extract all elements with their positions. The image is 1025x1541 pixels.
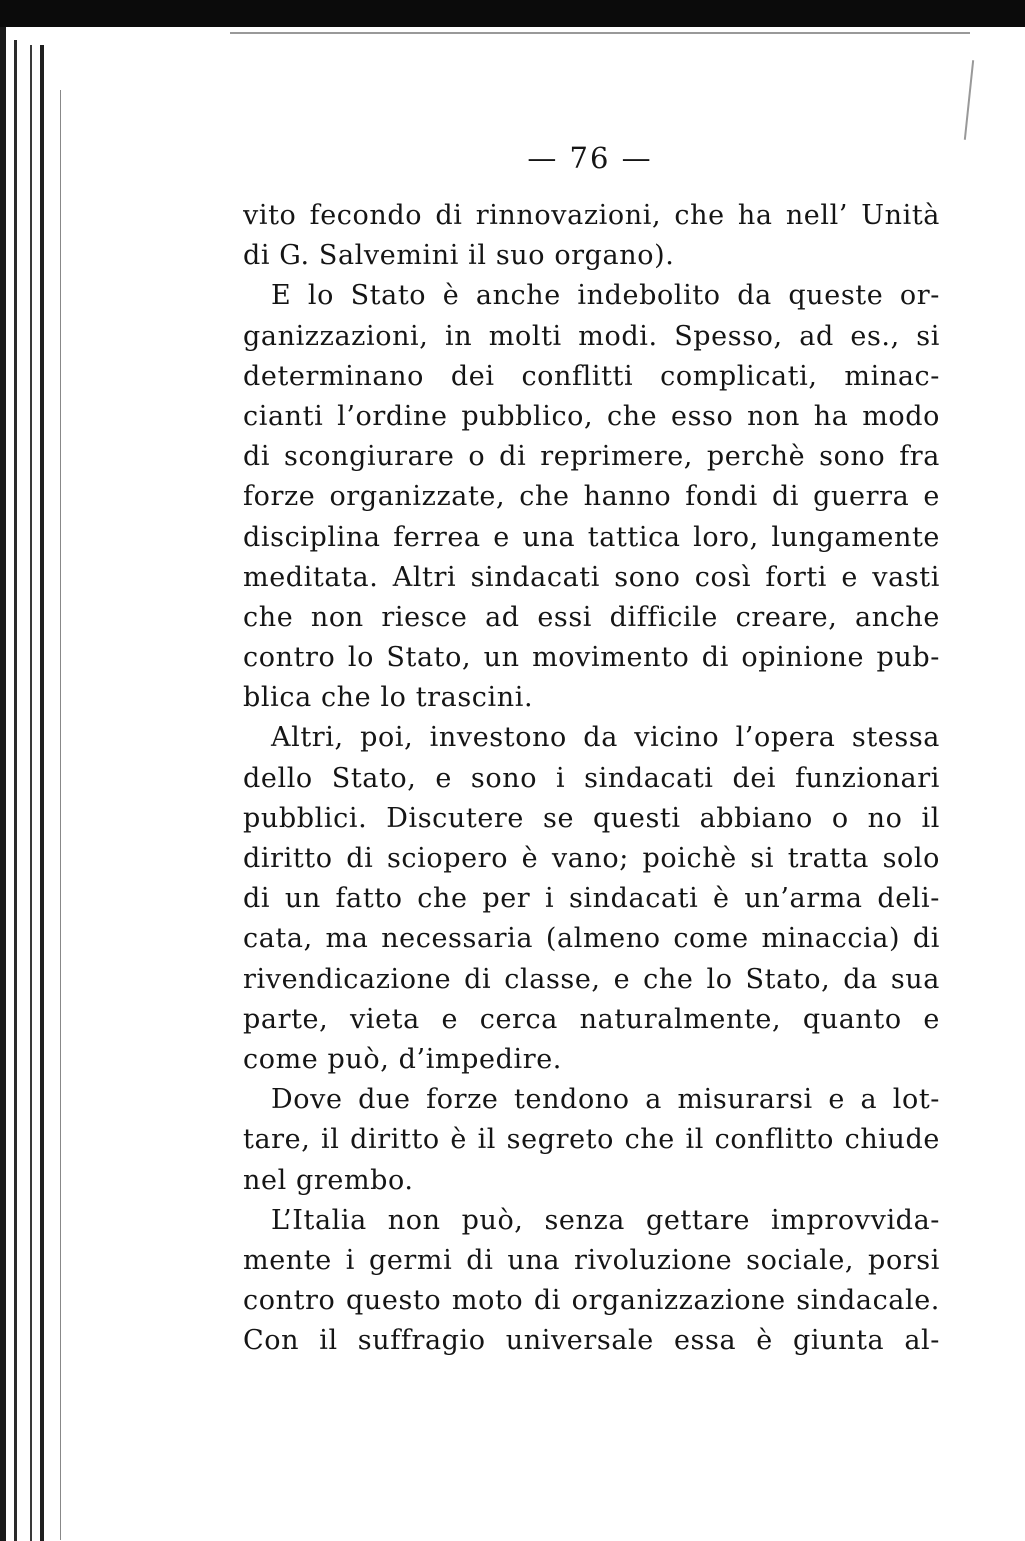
text-line: rivendicazione di classe, e che lo Stato, da sua: [243, 963, 940, 995]
scan-top-border: [0, 0, 1025, 27]
text-line: vito fecondo di rinnovazioni, che ha nell’ Unità: [243, 200, 940, 231]
text-line: cata, ma necessaria (almeno come minaccia) di: [243, 923, 940, 955]
text-line: che non riesce ad essi difficile creare, anche: [243, 601, 940, 633]
scan-spine-edge: [0, 27, 6, 1541]
text-line: mente i germi di una rivoluzione sociale, porsi: [243, 1244, 940, 1276]
text-line: determinano dei conflitti complicati, minac-: [243, 360, 940, 392]
text-line: come può, d’impedire.: [243, 1043, 562, 1075]
scan-spine-line: [14, 40, 17, 1541]
text-line: di scongiurare o di reprimere, perchè sono fra: [243, 441, 940, 473]
text-line: tare, il diritto è il segreto che il conflitto chiude: [243, 1124, 940, 1156]
text-line: blica che lo trascini.: [243, 682, 534, 714]
text-line: Dove due forze tendono a misurarsi e a lot-: [271, 1084, 940, 1116]
body-text: [243, 196, 940, 1361]
text-line: meditata. Altri sindacati sono così forti e vasti: [243, 561, 940, 593]
text-line: parte, vieta e cerca naturalmente, quanto e: [243, 1003, 940, 1035]
text-line: contro questo moto di organizzazione sindacale.: [243, 1285, 940, 1317]
scan-margin-mark: [964, 60, 974, 140]
text-line: nel grembo.: [243, 1164, 414, 1196]
text-line: di un fatto che per i sindacati è un’arma deli-: [243, 883, 940, 915]
page-number: — 76 —: [527, 141, 653, 175]
text-line: forze organizzate, che hanno fondi di guerra e: [243, 481, 940, 513]
scan-spine-line: [30, 45, 32, 1541]
text-line: cianti l’ordine pubblico, che esso non ha modo: [243, 400, 940, 432]
text-line: contro lo Stato, un movimento di opinione pub-: [243, 642, 940, 674]
text-line: diritto di sciopero è vano; poichè si tratta solo: [243, 843, 940, 874]
text-line: ganizzazioni, in molti modi. Spesso, ad es., si: [243, 320, 940, 352]
text-line: dello Stato, e sono i sindacati dei funzionari: [243, 762, 940, 794]
text-line: pubblici. Discutere se questi abbiano o no il: [243, 802, 940, 834]
text-line: L’Italia non può, senza gettare improvvida-: [271, 1204, 940, 1236]
text-line: disciplina ferrea e una tattica loro, lungamente: [243, 521, 940, 553]
text-line: di G. Salvemini il suo organo).: [243, 240, 675, 272]
text-line: E lo Stato è anche indebolito da queste or-: [271, 280, 940, 312]
text-line: Altri, poi, investono da vicino l’opera stessa: [271, 722, 940, 754]
scan-top-shadow: [230, 32, 970, 34]
text-line: Con il suffragio universale essa è giunta al-: [243, 1325, 940, 1357]
scan-spine-line: [60, 90, 61, 1540]
scan-spine-line: [40, 45, 44, 1541]
